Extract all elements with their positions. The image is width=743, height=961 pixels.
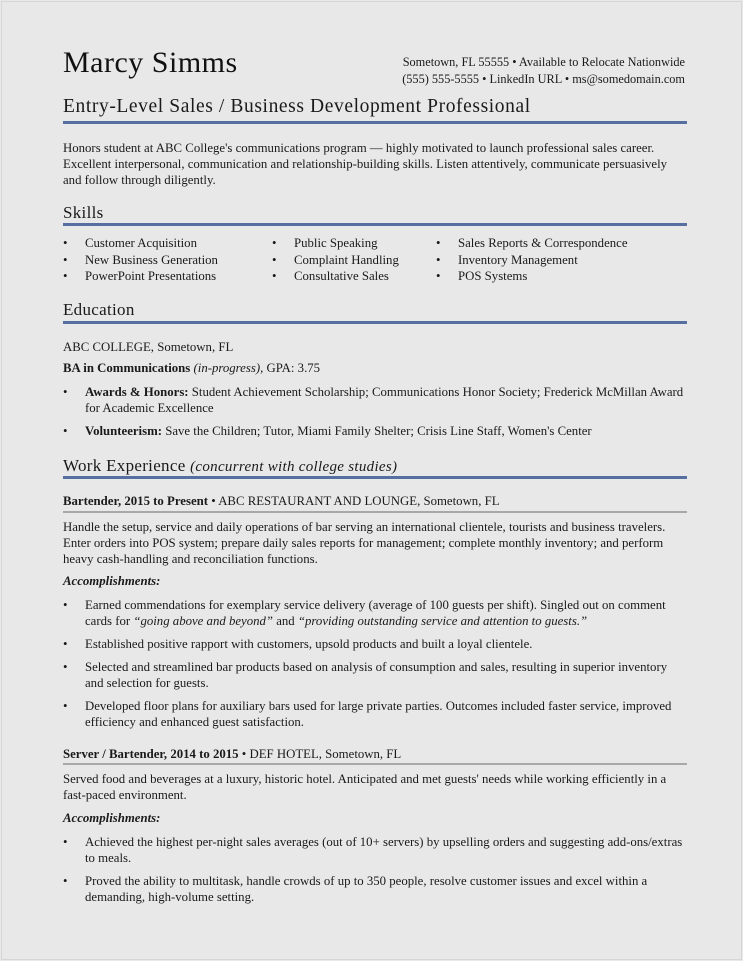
- skill-item: • PowerPoint Presentations: [63, 268, 218, 285]
- skill-item: • Customer Acquisition: [63, 235, 218, 252]
- skill-item: • Inventory Management: [436, 252, 628, 269]
- contact-line-1: Sometown, FL 55555 • Available to Relocate Nationwide: [402, 55, 685, 69]
- accomplishment-item: [63, 597, 687, 629]
- item-label: Awards & Honors:: [85, 385, 189, 399]
- experience-note: (concurrent with college studies): [190, 459, 398, 475]
- job-employer: • ABC RESTAURANT AND LOUNGE, Sometown, FL: [211, 494, 500, 508]
- contact-line-2: (555) 555-5555 • LinkedIn URL • ms@somedomain.com: [402, 72, 685, 86]
- acc-quote: “going above and beyond”: [133, 614, 274, 628]
- accomplishment-item: • Achieved the highest per-night sales averages (out of 10+ servers) by upselling orders and suggesting add-ons/extras to meals.: [63, 834, 687, 866]
- education-details: [63, 384, 687, 446]
- education-heading: Education: [63, 300, 135, 319]
- education-item: [63, 423, 687, 439]
- job-employer: • DEF HOTEL, Sometown, FL: [241, 747, 402, 761]
- accomplishments-label: [63, 573, 687, 589]
- skills-column-3: [436, 235, 628, 285]
- skill-item: • Consultative Sales: [272, 268, 399, 285]
- experience-title: Work Experience: [63, 456, 186, 475]
- job-header: [63, 746, 687, 762]
- job-description: Served food and beverages at a luxury, historic hotel. Anticipated and met guests' needs while working efficiently in a fast-paced environment.: [63, 772, 667, 802]
- candidate-name: Marcy Simms: [63, 46, 238, 79]
- gpa: GPA: 3.75: [266, 361, 321, 375]
- experience-rule: [63, 476, 687, 479]
- resume-page: [1, 1, 742, 960]
- skill-item: • New Business Generation: [63, 252, 218, 269]
- headline-rule: [63, 121, 687, 124]
- acc-text: Earned commendations for exemplary service delivery (average of 100 guests per shift). Singled out on comment cards for: [85, 598, 666, 628]
- summary: Honors student at ABC College's communications program — highly motivated to launch professional sales career. Excellent interpersonal, communication and relationship-building skills. Listen attentively, communicate persuasively and follow through diligently.: [63, 141, 668, 187]
- skills-rule: [63, 223, 687, 226]
- accomplishment-item: • Established positive rapport with customers, upsold products and built a loyal clientele.: [63, 636, 687, 652]
- job-rule: [63, 511, 687, 513]
- education-item: [63, 384, 687, 416]
- headline: Entry-Level Sales / Business Development Professional: [63, 96, 531, 117]
- acc-quote: “providing outstanding service and attention to guests.”: [297, 614, 588, 628]
- experience-heading: [63, 456, 397, 476]
- skills-column-1: [63, 235, 218, 285]
- item-text: Save the Children; Tutor, Miami Family Shelter; Crisis Line Staff, Women's Center: [165, 424, 592, 438]
- contact-info: [402, 54, 685, 88]
- accomplishment-item: • Selected and streamlined bar products based on analysis of consumption and sales, resulting in superior inventory and selection for guests.: [63, 659, 687, 691]
- skills-heading: Skills: [63, 203, 104, 222]
- item-text: Student Achievement Scholarship; Communications Honor Society; Frederick McMillan Award for Academic Excellence: [85, 385, 684, 415]
- job-title: Bartender, 2015 to Present: [63, 494, 209, 508]
- item-label: Volunteerism:: [85, 424, 163, 438]
- education-rule: [63, 321, 687, 324]
- accomplishment-item: • Developed floor plans for auxiliary bars used for large private parties. Outcomes included faster service, improved efficiency and enhanced guest satisfaction.: [63, 698, 687, 730]
- degree: BA in Communications: [63, 361, 191, 375]
- degree-status: (in-progress),: [193, 361, 264, 375]
- job-accomplishments: [63, 834, 687, 912]
- job-title: Server / Bartender, 2014 to 2015: [63, 747, 239, 761]
- acc-label-text: Accomplishments:: [63, 811, 161, 825]
- degree-line: [63, 360, 687, 376]
- school: ABC COLLEGE, Sometown, FL: [63, 340, 234, 354]
- job-header: [63, 493, 687, 509]
- accomplishments-label: [63, 810, 687, 826]
- accomplishment-item: • Proved the ability to multitask, handle crowds of up to 350 people, resolve customer issues and excel within a demanding, high-volume setting.: [63, 873, 687, 905]
- skill-item: • Sales Reports & Correspondence: [436, 235, 628, 252]
- skill-item: • Public Speaking: [272, 235, 399, 252]
- skill-item: • Complaint Handling: [272, 252, 399, 269]
- acc-text: and: [273, 614, 298, 628]
- job-rule: [63, 763, 687, 765]
- job-accomplishments: [63, 597, 687, 737]
- skill-item: • POS Systems: [436, 268, 628, 285]
- skills-column-2: [272, 235, 399, 285]
- job-description: Handle the setup, service and daily operations of bar serving an international clientele, tourists and business travelers. Enter orders into POS system; prepare daily sales reports for management; complete monthly inventory; and perform heavy cash-handling and reconciliation functions.: [63, 520, 666, 566]
- acc-label-text: Accomplishments:: [63, 574, 161, 588]
